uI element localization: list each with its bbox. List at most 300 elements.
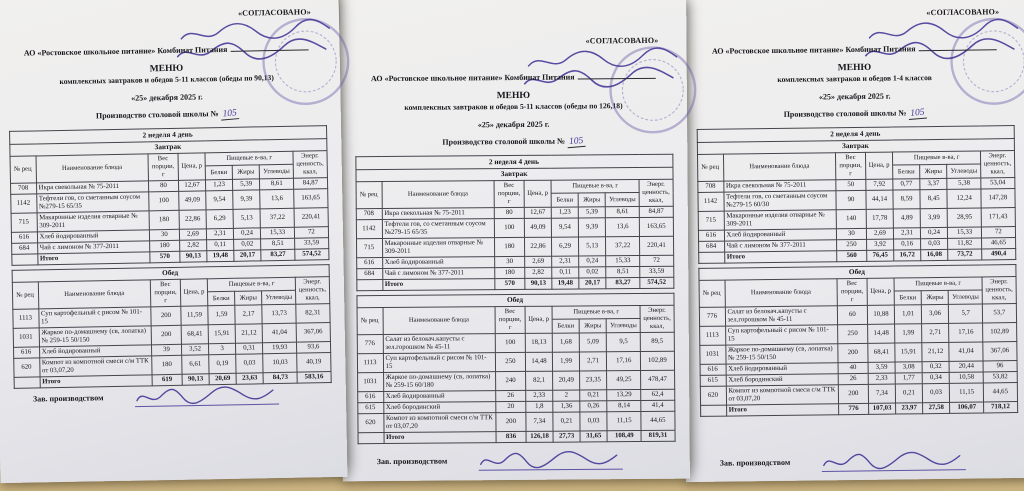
total-cell: 718,12 — [984, 401, 1017, 412]
table-row — [357, 351, 674, 373]
total-cell: 19,48 — [552, 278, 579, 289]
col-header-energy: Энерг. ценность, ккал, — [639, 179, 672, 206]
menu-table-cell: 2,69 — [866, 228, 893, 239]
menu-table-cell: 14,48 — [525, 352, 552, 371]
menu-table-cell: 13,29 — [607, 389, 641, 400]
total-cell — [698, 252, 724, 263]
school-number-handwritten: 105 — [568, 135, 584, 148]
menu-table-cell: Хлеб йодированный — [39, 344, 152, 357]
col-header-price: Цена, р — [867, 278, 894, 305]
menu-table-cell: 715 — [356, 238, 382, 257]
section-title: Обед — [12, 264, 329, 282]
col-header-fat: Жиры — [235, 291, 262, 305]
section-title: Завтрак — [697, 138, 1014, 154]
menu-table-cell: 2,31 — [206, 228, 233, 240]
total-cell: 23,97 — [896, 402, 923, 413]
menu-table-cell: 5,39 — [233, 178, 260, 190]
menu-table-cell: 1,68 — [552, 333, 579, 352]
menu-table-cell: 0,19 — [209, 354, 236, 374]
menu-table-cell: Суп картофельный с рисом № 101-15 — [725, 324, 838, 344]
menu-table-cell: 171,43 — [981, 207, 1014, 226]
total-cell: 106,07 — [950, 402, 984, 413]
menu-table-cell: Жаркое по-домашнему (св, лопатка) № 259-15 50/150 — [725, 343, 838, 363]
menu-table-cell: 1142 — [356, 219, 382, 238]
menu-table-cell: 1,99 — [895, 323, 922, 342]
menu-table-cell: 0,11 — [552, 267, 579, 278]
col-header-nutrients: Пищевые в-ва, г — [892, 151, 980, 165]
menu-table-cell: 53,7 — [983, 303, 1016, 322]
total-cell — [700, 405, 726, 416]
menu-table-cell: 684 — [11, 243, 37, 254]
col-header-price: Цена, р — [865, 152, 892, 179]
menu-table-cell: 3,59 — [868, 362, 895, 373]
total-cell: 819,31 — [641, 430, 674, 441]
menu-table-cell: 0,02 — [579, 266, 606, 277]
menu-table-cell: 180 — [495, 267, 525, 278]
total-cell: 27,58 — [923, 402, 950, 413]
table-row — [357, 411, 674, 433]
menu-subtitle: комплексных завтраков и обедов 5-11 классов (обеды по 126,18) — [404, 101, 623, 112]
menu-table-cell: 0,21 — [553, 412, 580, 431]
menu-table-cell: 53,04 — [981, 177, 1014, 188]
total-cell: 27,73 — [553, 431, 580, 442]
menu-table-cell: 30 — [495, 256, 525, 267]
menu-document — [339, 0, 690, 481]
menu-document — [0, 0, 347, 483]
menu-table-cell: 40,19 — [297, 352, 331, 372]
menu-table-cell: 0,03 — [921, 238, 948, 249]
date-line: «25» декабря 2025 г. — [818, 91, 891, 102]
col-header-weight: Вес порции, г — [150, 280, 181, 307]
menu-table-cell: 44,65 — [984, 382, 1017, 401]
col-header-price: Цена, р — [178, 153, 206, 180]
manager-signature-icon — [131, 382, 283, 413]
menu-table-breakfast — [9, 125, 329, 265]
menu-table-cell: 240 — [495, 371, 525, 390]
col-header-protein: Белки — [893, 165, 920, 178]
menu-table-cell: 17,16 — [949, 323, 983, 342]
menu-table-cell: 17,78 — [866, 209, 893, 228]
total-label: Итого — [382, 278, 494, 290]
total-cell: 20,69 — [209, 373, 236, 385]
total-cell: 84,73 — [263, 372, 297, 384]
menu-table-cell: 26 — [496, 390, 526, 401]
total-cell — [14, 377, 40, 388]
total-cell: 126,18 — [526, 431, 553, 442]
menu-table-cell: 80 — [148, 180, 178, 192]
menu-table-cell: 17,16 — [607, 351, 641, 370]
menu-table-cell: 15,33 — [606, 255, 640, 266]
tables-area — [0, 125, 346, 389]
menu-table-cell: 616 — [356, 257, 382, 268]
menu-table-cell: 33,59 — [295, 237, 328, 249]
menu-table-cell: 41,04 — [262, 323, 296, 343]
menu-table-cell: 140 — [836, 209, 866, 228]
menu-table-cell: 5,38 — [947, 177, 981, 188]
approved-label: «СОГЛАСОВАНО» — [585, 35, 659, 46]
total-cell: 570 — [495, 278, 525, 289]
col-header-fat: Жиры — [920, 165, 947, 178]
col-header-weight: Вес порции, г — [494, 181, 524, 208]
menu-table-cell: 9,54 — [551, 218, 578, 237]
menu-table-cell: 72 — [295, 226, 328, 238]
menu-table-cell: 30 — [836, 228, 866, 239]
total-cell: 619 — [152, 374, 182, 386]
menu-table-cell: 2,69 — [525, 256, 552, 267]
total-cell — [11, 254, 37, 265]
menu-table-cell: 1,23 — [551, 207, 578, 218]
menu-table-cell: 684 — [698, 241, 724, 252]
menu-table-cell: 708 — [697, 181, 723, 192]
menu-table-cell: 10,03 — [263, 353, 297, 373]
menu-table-cell: 684 — [356, 268, 382, 279]
menu-table-cell: 102,89 — [641, 351, 674, 370]
col-header-protein: Белки — [208, 292, 235, 306]
col-header-carbs: Углеводы — [947, 164, 981, 178]
col-header-fat: Жиры — [232, 165, 259, 179]
menu-table-cell: 8,61 — [605, 206, 639, 217]
menu-table-cell: 2,33 — [526, 390, 553, 401]
menu-table-cell: Макаронные изделия отварные № 309-2011 — [724, 209, 837, 229]
approved-label: «СОГЛАСОВАНО» — [237, 7, 311, 18]
col-header-num: № рец — [12, 282, 39, 309]
total-cell: 16,72 — [894, 249, 921, 260]
school-line — [0, 107, 341, 124]
footer-line — [377, 454, 690, 465]
col-header-energy: Энерг. ценность, ккал, — [981, 151, 1015, 178]
menu-table-cell: 1142 — [10, 193, 36, 213]
menu-table-cell: 0,31 — [236, 342, 263, 354]
menu-table-cell: 23,35 — [580, 370, 607, 389]
menu-table-cell: 3,52 — [181, 343, 208, 355]
menu-table-cell: Тефтели гов, со сметанным соусом №279-15 65/35 — [36, 191, 149, 212]
menu-table-cell: 21,12 — [235, 323, 262, 343]
menu-table-cell: 20,49 — [553, 371, 580, 390]
date-line: «25» декабря 2025 г. — [131, 92, 203, 103]
menu-table-cell: 367,06 — [296, 322, 330, 342]
menu-table-cell: 84,87 — [639, 206, 672, 217]
col-header-carbs: Углеводы — [948, 290, 982, 304]
menu-table-cell: 53,82 — [983, 371, 1016, 382]
menu-table-cell: 8,45 — [920, 189, 947, 208]
total-cell — [356, 279, 382, 290]
menu-table-cell: 82,1 — [526, 371, 553, 390]
col-header-energy: Энерг. ценность, ккал, — [293, 151, 327, 178]
menu-table-cell: 1031 — [13, 327, 39, 347]
menu-table-cell: 30 — [149, 229, 179, 241]
menu-table-cell: 0,16 — [894, 238, 921, 249]
col-header-fat: Жиры — [579, 319, 606, 332]
menu-table-cell: 7,92 — [866, 179, 893, 190]
menu-table-cell: Жаркое по-домашнему (св, лопатка) № 259-15 60/180 — [383, 371, 495, 391]
footer-label: Зав. производством — [32, 392, 104, 404]
col-header-name: Наименование блюда — [723, 153, 836, 181]
menu-table-cell: Суп картофельный с рисом № 101-15 — [383, 352, 495, 372]
col-header-protein: Белки — [205, 166, 232, 180]
menu-table-cell: 0,11 — [207, 239, 234, 251]
section-title: Завтрак — [9, 138, 326, 156]
menu-table-cell: 93,6 — [297, 341, 330, 353]
col-header-fat: Жиры — [921, 291, 948, 304]
menu-table-cell: 3,06 — [921, 304, 948, 323]
table-row — [356, 277, 673, 291]
col-header-protein: Белки — [894, 291, 921, 304]
menu-table-cell: 102,89 — [983, 322, 1016, 341]
menu-table-cell: 7,34 — [868, 384, 895, 403]
total-cell: 31,65 — [580, 430, 607, 441]
menu-table-cell: 37,22 — [606, 236, 640, 255]
menu-table-cell: 10,58 — [949, 372, 983, 383]
total-cell: 776 — [838, 403, 868, 414]
col-header-fat: Жиры — [578, 193, 605, 206]
menu-table-cell: Хлеб йодированный — [383, 390, 495, 402]
col-header-price: Цена, р — [180, 279, 208, 306]
menu-table-cell: 3,37 — [920, 178, 947, 189]
col-header-carbs: Углеводы — [259, 165, 293, 179]
total-cell: 19,48 — [207, 250, 234, 262]
menu-table-cell: 15,91 — [208, 324, 235, 344]
menu-table-cell: 180 — [149, 210, 179, 230]
menu-table-cell: 1113 — [699, 326, 725, 345]
menu-table-cell: 2,71 — [580, 351, 607, 370]
menu-table-cell: Салат из белокач.капусты с зел.горошком № 45-11 — [725, 305, 838, 325]
menu-table-cell: 80 — [494, 207, 524, 218]
menu-table-cell: Тефтели гов, со сметанным соусом №279-15 60/30 — [724, 190, 837, 210]
approved-label: «СОГЛАСОВАНО» — [926, 7, 1000, 18]
col-header-name: Наименование блюда — [383, 307, 496, 334]
table-row — [357, 370, 674, 392]
menu-table-cell: Суп картофельный с рисом № 101-15 — [38, 306, 151, 327]
col-header-name: Наименование блюда — [38, 280, 151, 308]
menu-table-cell: 2 — [553, 390, 580, 401]
menu-table-cell: 8,51 — [261, 238, 295, 250]
menu-table-cell: 13,73 — [262, 304, 296, 324]
menu-table-cell: 5,13 — [579, 236, 606, 255]
school-prefix: Производство столовой школы № — [95, 109, 219, 121]
footer-label: Зав. производством — [376, 456, 448, 466]
col-header-carbs: Углеводы — [262, 291, 296, 305]
school-prefix: Производство столовой школы № — [442, 136, 566, 147]
menu-table-lunch — [11, 264, 331, 389]
week-label: 2 неделя 4 день — [697, 126, 1014, 142]
menu-table-cell: 50 — [836, 179, 866, 190]
section-title: Обед — [356, 293, 673, 308]
menu-table-cell: 0,77 — [893, 178, 920, 189]
total-label: Итого — [40, 375, 153, 388]
menu-table-cell: 18,13 — [525, 333, 552, 352]
menu-table-cell: 20 — [496, 401, 526, 412]
menu-table-cell: 8,61 — [260, 178, 294, 190]
menu-table-cell: Макаронные изделия отварные № 309-2011 — [382, 237, 494, 257]
menu-subtitle: комплексных завтраков и обедов 1-4 классов — [777, 73, 932, 84]
menu-table-cell: 62,4 — [641, 389, 674, 400]
menu-table-cell: 12,67 — [178, 179, 205, 191]
menu-table-cell: Чай с лимоном № 377-2011 — [37, 240, 149, 253]
menu-table-cell: 33,59 — [640, 266, 673, 277]
menu-table-lunch — [356, 292, 675, 444]
menu-table-cell: 776 — [357, 334, 383, 353]
col-header-num: № рец — [10, 156, 37, 183]
menu-table-cell: 200 — [496, 412, 526, 431]
menu-table-cell: 0,26 — [580, 400, 607, 411]
table-row — [358, 430, 675, 444]
footer-line — [33, 388, 346, 403]
menu-table-cell: Хлеб йодированный — [724, 228, 836, 240]
menu-table-cell: 250 — [837, 324, 867, 343]
menu-table-cell: 0,03 — [236, 353, 263, 373]
menu-table-cell: 715 — [698, 211, 724, 230]
menu-table-cell: 9,5 — [606, 332, 640, 351]
table-row — [356, 236, 673, 258]
menu-table-cell: 776 — [699, 307, 725, 326]
menu-table-cell: 708 — [356, 208, 382, 219]
menu-table-cell: 10,88 — [867, 305, 894, 324]
menu-table-cell: 1,01 — [894, 304, 921, 323]
menu-table-cell: 49,09 — [524, 218, 551, 237]
menu-table-cell: 1113 — [357, 353, 383, 372]
date-line: «25» декабря 2025 г. — [477, 119, 550, 130]
section-title: Завтрак — [355, 167, 672, 182]
menu-table-cell: 0,21 — [895, 383, 922, 402]
menu-table-cell: 82,31 — [296, 303, 330, 323]
menu-table-cell: Икра свекольная № 75-2011 — [36, 180, 148, 193]
col-header-weight: Вес порции, г — [148, 154, 179, 181]
menu-table-cell: 1113 — [12, 308, 38, 328]
tables-area — [682, 125, 1024, 417]
menu-table-cell: 3,99 — [920, 208, 947, 227]
menu-table-cell: 620 — [357, 413, 383, 432]
menu-table-cell: 1,59 — [208, 305, 235, 325]
menu-table-cell: 7,34 — [526, 412, 553, 431]
menu-table-cell: 11,59 — [181, 305, 208, 325]
total-cell: 16,08 — [921, 249, 948, 260]
menu-table-breakfast — [696, 125, 1016, 264]
menu-table-cell: 2,71 — [922, 323, 949, 342]
col-header-num: № рец — [356, 182, 382, 209]
menu-table-cell: 2,33 — [868, 373, 895, 384]
manager-signature-icon — [818, 447, 970, 477]
menu-table-cell: 37,22 — [260, 208, 294, 228]
menu-table-cell: 9,39 — [233, 189, 260, 209]
col-header-protein: Белки — [552, 319, 579, 332]
menu-table-cell: 1,99 — [552, 352, 579, 371]
menu-table-cell: 1142 — [697, 192, 723, 211]
menu-table-cell: 8,14 — [607, 400, 641, 411]
menu-table-cell: Тефтели гов, со сметанным соусом №279-15 65/35 — [382, 218, 494, 238]
menu-table-cell: 9,54 — [206, 190, 233, 210]
menu-table-cell: 2,31 — [893, 227, 920, 238]
menu-table-cell: 2,17 — [235, 304, 262, 324]
menu-table-cell: 200 — [151, 325, 181, 345]
table-row — [357, 332, 674, 354]
menu-table-cell: 2,69 — [179, 228, 206, 240]
col-header-name: Наименование блюда — [382, 181, 495, 208]
total-label: Итого — [724, 250, 836, 262]
menu-table-cell: Хлеб бородинский — [726, 373, 838, 385]
total-cell: 23,63 — [236, 372, 263, 384]
menu-title: МЕНЮ — [149, 63, 184, 75]
menu-table-cell: 180 — [149, 240, 179, 252]
menu-table-cell: 11,82 — [948, 238, 982, 249]
col-header-weight: Вес порции, г — [837, 279, 867, 306]
menu-table-cell: 1,23 — [205, 179, 232, 191]
menu-table-cell: Икра свекольная № 75-2011 — [382, 207, 494, 219]
col-header-weight: Вес порции, г — [495, 307, 525, 334]
menu-table-cell: Хлеб йодированный — [382, 256, 494, 268]
total-cell: 570 — [150, 251, 180, 263]
menu-table-cell: 1031 — [357, 372, 383, 391]
menu-table-cell: 2,82 — [525, 267, 552, 278]
col-header-carbs: Углеводы — [605, 193, 639, 206]
menu-table-cell: 28,95 — [947, 208, 981, 227]
col-header-energy: Энерг. ценность, ккал, — [640, 306, 673, 333]
menu-table-cell: 5,09 — [579, 332, 606, 351]
menu-table-cell: 2,82 — [180, 239, 207, 251]
week-label: 2 неделя 4 день — [355, 154, 672, 169]
menu-table-cell: Компот из компотной смеси с/м ТТК от 03,07,20 — [726, 384, 839, 404]
menu-table-cell: 13,6 — [605, 217, 639, 236]
menu-table-breakfast — [355, 154, 674, 291]
approval-block — [339, 36, 686, 73]
menu-table-cell: Жаркое по-домашнему (св, лопатка) № 259-15 50/150 — [39, 325, 152, 346]
signature-line — [230, 41, 308, 51]
manager-signature-icon — [475, 447, 627, 476]
menu-table-cell: 49,09 — [179, 190, 206, 210]
menu-table-cell: 9,39 — [578, 217, 605, 236]
menu-table-cell: 616 — [357, 391, 383, 402]
menu-table-cell: 26 — [838, 373, 868, 384]
menu-table-cell: Хлеб йодированный — [726, 362, 838, 374]
col-header-price: Цена, р — [524, 180, 551, 207]
menu-table-cell: 68,41 — [868, 343, 895, 362]
menu-table-cell: 44,65 — [641, 411, 674, 430]
menu-table-cell: 19,93 — [263, 342, 297, 354]
menu-table-cell: 90 — [836, 190, 866, 209]
menu-table-cell: 22,86 — [524, 237, 551, 256]
menu-table-cell: 616 — [698, 230, 724, 241]
menu-table-cell: Компот из компотной смеси с/м ТТК от 03,07,20 — [39, 355, 152, 376]
signature-line — [577, 70, 655, 80]
org-name: АО «Ростовское школьное питание» Комбинат Питания — [370, 72, 575, 84]
col-header-nutrients: Пищевые в-ва, г — [205, 151, 293, 166]
menu-table-cell: 1,8 — [526, 401, 553, 412]
school-line — [681, 107, 1024, 122]
menu-table-cell: 22,86 — [179, 209, 206, 229]
section-title: Обед — [698, 264, 1015, 280]
col-header-nutrients: Пищевые в-ва, г — [551, 180, 639, 194]
total-cell: 83,27 — [606, 277, 640, 288]
menu-table-lunch — [698, 264, 1018, 417]
total-cell: 73,72 — [948, 249, 982, 260]
menu-table-cell: 15,33 — [260, 227, 294, 239]
footer-line — [720, 455, 1024, 468]
menu-table-cell: 14,48 — [868, 324, 895, 343]
table-row — [356, 217, 673, 239]
menu-table-cell: 163,65 — [294, 188, 328, 208]
total-cell: 20,17 — [234, 249, 261, 261]
menu-table-cell: Хлеб бородинский — [383, 401, 495, 413]
org-name: АО «Ростовское школьное питание» Комбинат Питания — [23, 44, 228, 58]
total-cell: 490,4 — [982, 248, 1015, 259]
menu-table-cell: Салат из белокач.капусты с зел.горошком № 45-11 — [383, 333, 495, 353]
menu-table-cell: 49,25 — [607, 370, 641, 389]
menu-table-cell: 620 — [700, 386, 726, 405]
week-label: 2 неделя 4 день — [9, 126, 326, 144]
menu-table-cell: 616 — [700, 364, 726, 375]
menu-table-cell: 21,12 — [922, 342, 949, 361]
menu-table-cell: 616 — [13, 347, 39, 358]
col-header-carbs: Углеводы — [606, 319, 640, 332]
